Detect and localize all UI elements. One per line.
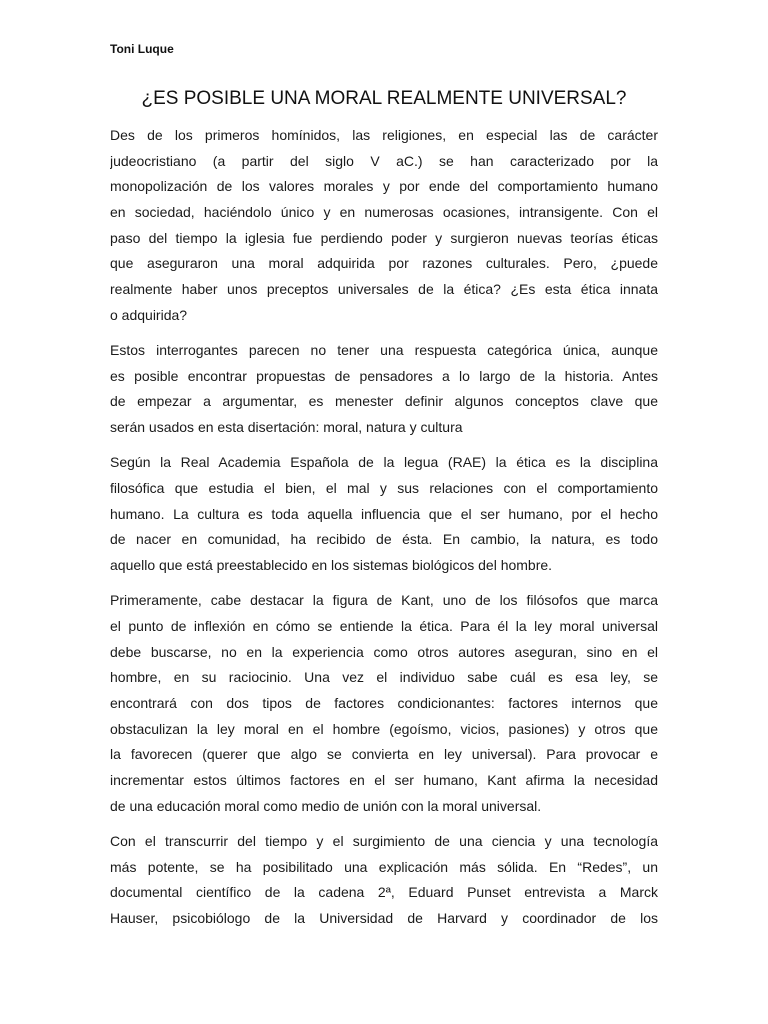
author-header: Toni Luque: [110, 42, 174, 56]
text-line: monopolización de los valores morales y por ende del comportamiento humano: [110, 178, 658, 195]
document-body: [110, 123, 658, 941]
text-line: el punto de inflexión en cómo se entiende la ética. Para él la ley moral universal: [110, 617, 658, 634]
text-line: incrementar estos últimos factores en el ser humano, Kant afirma la necesidad: [110, 772, 658, 788]
paragraph-4: [110, 588, 658, 819]
text-line: de una educación moral como medio de unión con la moral universal.: [110, 797, 542, 814]
paragraph-1: [110, 123, 658, 329]
text-line: paso del tiempo la iglesia fue perdiendo poder y surgieron nuevas teorías éticas: [110, 229, 658, 246]
text-line: Con el transcurrir del tiempo y el surgimiento de una ciencia y una tecnología: [110, 832, 658, 849]
paragraph-5: [110, 829, 658, 932]
text-line: judeocristiano (a partir del siglo V aC.) se han caracterizado por la: [110, 152, 658, 169]
text-line: o adquirida?: [110, 306, 188, 323]
text-line: Hauser, psicobiólogo de la Universidad de Harvard y coordinador de los: [110, 909, 658, 926]
text-line: Estos interrogantes parecen no tener una respuesta categórica única, aunque: [110, 342, 658, 358]
text-line: debe buscarse, no en la experiencia como otros autores aseguran, sino en el: [110, 643, 658, 660]
text-line: hombre, en su raciocinio. Una vez el individuo sabe cuál es esa ley, se: [110, 669, 658, 686]
text-line: más potente, se ha posibilitado una explicación más sólida. En “Redes”, un: [110, 858, 658, 875]
text-line: en sociedad, haciéndolo único y en numerosas ocasiones, intransigente. Con el: [110, 204, 658, 221]
text-line: de nacer en comunidad, ha recibido de ésta. En cambio, la natura, es todo: [110, 531, 658, 548]
text-line: documental científico de la cadena 2ª, Eduard Punset entrevista a Marck: [110, 884, 658, 901]
text-line: Según la Real Academia Española de la legua (RAE) la ética es la disciplina: [110, 454, 658, 471]
text-line: de empezar a argumentar, es menester definir algunos conceptos clave que: [110, 393, 658, 410]
paragraph-3: [110, 450, 658, 578]
text-line: humano. La cultura es toda aquella influencia que el ser humano, por el hecho: [110, 505, 658, 522]
text-line: la favorecen (querer que algo se convierta en ley universal). Para provocar e: [110, 746, 658, 763]
text-line: realmente haber unos preceptos universales de la ética? ¿Es esta ética innata: [110, 281, 658, 298]
text-line: serán usados en esta disertación: moral, natura y cultura: [110, 419, 463, 436]
text-line: Primeramente, cabe destacar la figura de Kant, uno de los filósofos que marca: [110, 592, 658, 609]
document-title: ¿ES POSIBLE UNA MORAL REALMENTE UNIVERSAL?: [141, 88, 627, 109]
text-line: filosófica que estudia el bien, el mal y sus relaciones con el comportamiento: [110, 479, 658, 496]
text-line: aquello que está preestablecido en los sistemas biológicos del hombre.: [110, 557, 553, 573]
paragraph-2: [110, 338, 658, 441]
text-line: obstaculizan la ley moral en el hombre (egoísmo, vicios, pasiones) y otros que: [110, 720, 658, 737]
text-line: encontrará con dos tipos de factores condicionantes: factores internos que: [110, 694, 658, 711]
text-line: que aseguraron una moral adquirida por razones culturales. Pero, ¿puede: [110, 255, 658, 272]
text-line: Des de los primeros homínidos, las religiones, en especial las de carácter: [110, 127, 658, 143]
text-line: es posible encontrar propuestas de pensadores a lo largo de la historia. Antes: [110, 367, 658, 384]
